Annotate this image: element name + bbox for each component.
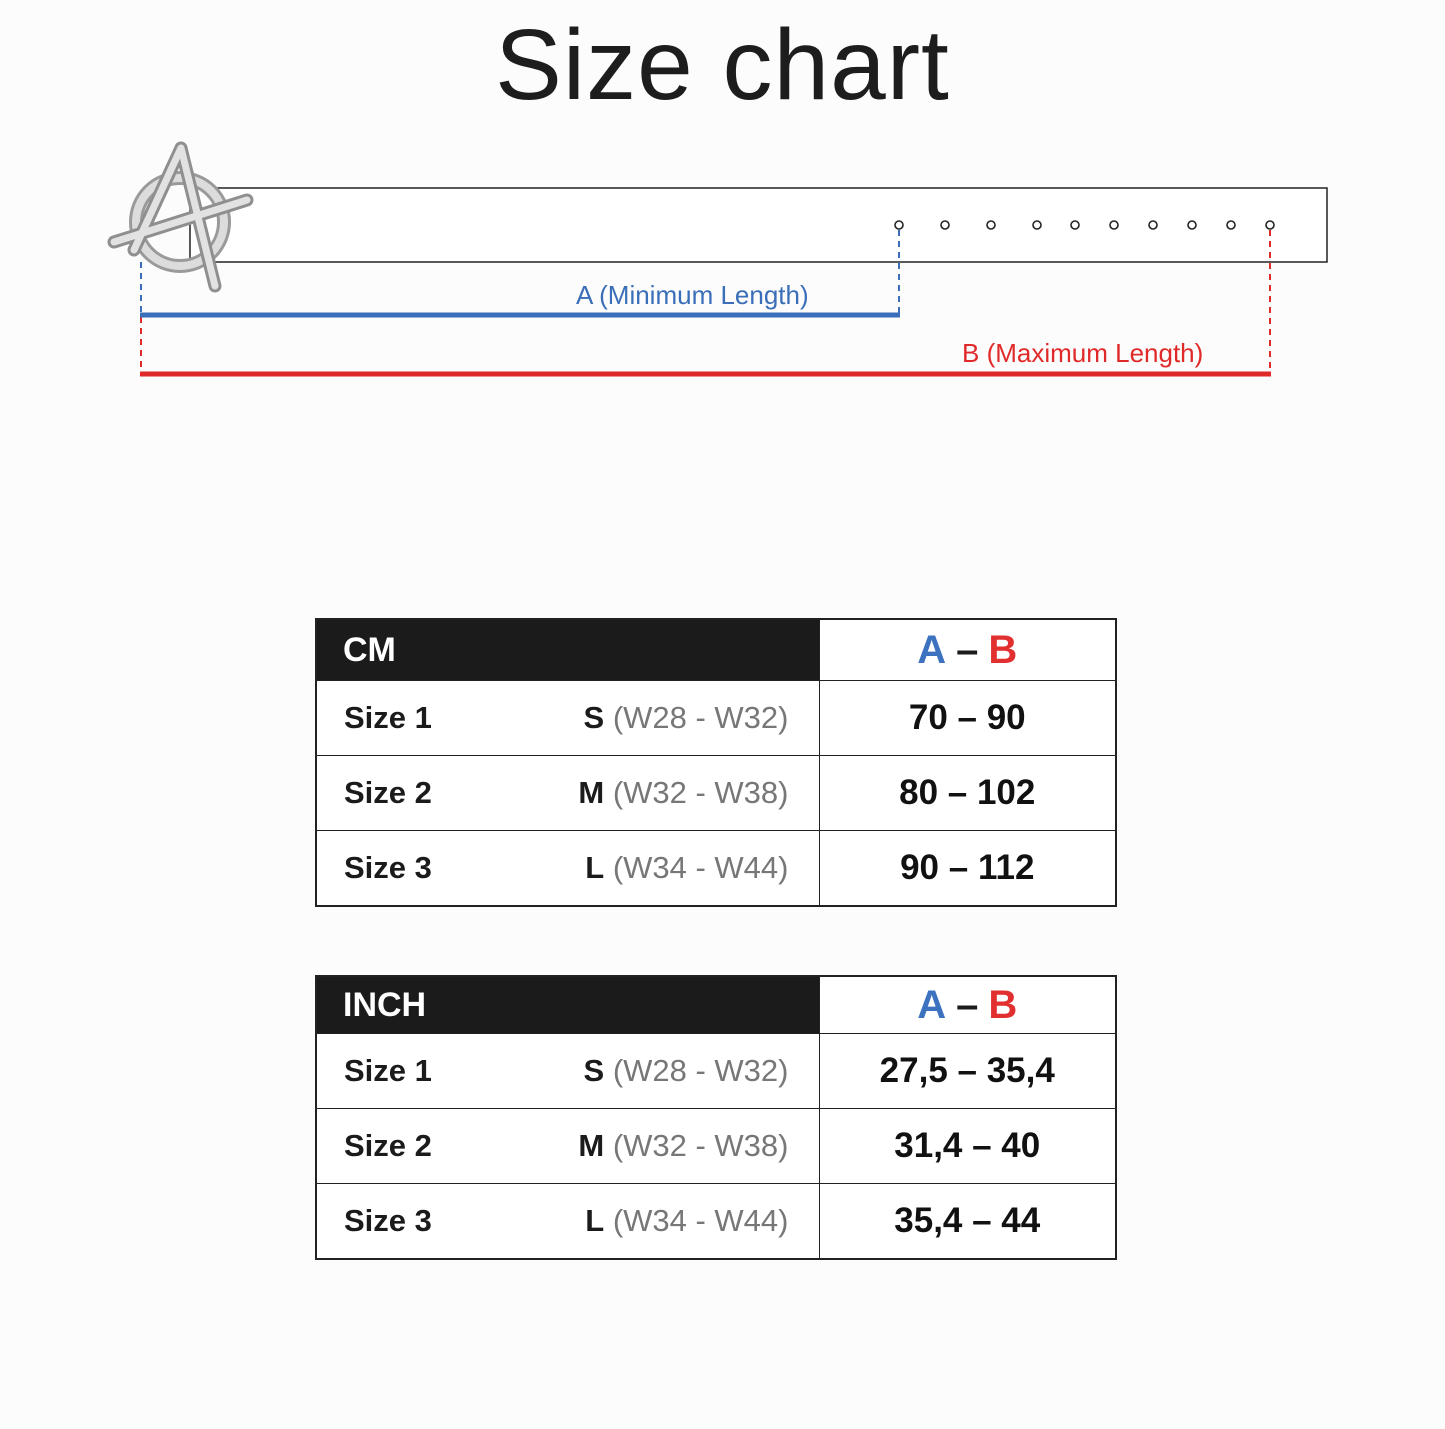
size-waist: (W34 - W44) bbox=[612, 850, 789, 885]
size-name: Size 2 bbox=[344, 1128, 432, 1163]
table-row bbox=[316, 1184, 1116, 1260]
length-range: 35,4 – 44 bbox=[819, 1184, 1116, 1260]
size-letter: M bbox=[578, 1128, 605, 1163]
anarchy-a-icon bbox=[114, 148, 247, 286]
belt-hole bbox=[987, 221, 995, 229]
unit-label: CM bbox=[316, 619, 819, 681]
size-fit bbox=[585, 1203, 788, 1239]
inch-size-table bbox=[315, 975, 1117, 1260]
size-letter: L bbox=[585, 850, 605, 885]
belt-diagram bbox=[0, 0, 1445, 420]
table-row bbox=[316, 831, 1116, 907]
size-cell bbox=[316, 1109, 819, 1184]
table-header bbox=[316, 976, 1116, 1034]
col-separator: – bbox=[956, 982, 979, 1027]
max-length-label: B (Maximum Length) bbox=[962, 338, 1204, 368]
col-a-label: A bbox=[917, 627, 947, 672]
size-letter: S bbox=[583, 700, 605, 735]
size-fit bbox=[584, 1053, 789, 1089]
size-cell bbox=[316, 1034, 819, 1109]
table-row bbox=[316, 756, 1116, 831]
range-header bbox=[819, 619, 1116, 681]
length-range: 31,4 – 40 bbox=[819, 1109, 1116, 1184]
size-fit bbox=[584, 700, 789, 736]
cm-size-table bbox=[315, 618, 1117, 907]
length-range: 27,5 – 35,4 bbox=[819, 1034, 1116, 1109]
size-waist: (W34 - W44) bbox=[612, 1203, 789, 1238]
table-row bbox=[316, 1109, 1116, 1184]
belt-hole bbox=[941, 221, 949, 229]
size-waist: (W32 - W38) bbox=[612, 775, 789, 810]
size-fit bbox=[578, 775, 788, 811]
size-cell bbox=[316, 681, 819, 756]
size-fit bbox=[578, 1128, 788, 1164]
belt-hole bbox=[1071, 221, 1079, 229]
size-name: Size 2 bbox=[344, 775, 432, 810]
length-range: 80 – 102 bbox=[819, 756, 1116, 831]
size-cell bbox=[316, 1184, 819, 1260]
col-b-label: B bbox=[988, 982, 1018, 1027]
size-letter: L bbox=[585, 1203, 605, 1238]
size-fit bbox=[585, 850, 788, 886]
col-a-label: A bbox=[917, 982, 947, 1027]
unit-label: INCH bbox=[316, 976, 819, 1034]
size-letter: S bbox=[583, 1053, 605, 1088]
belt-hole bbox=[1227, 221, 1235, 229]
length-range: 70 – 90 bbox=[819, 681, 1116, 756]
range-header bbox=[819, 976, 1116, 1034]
size-letter: M bbox=[578, 775, 605, 810]
belt-hole bbox=[1266, 221, 1274, 229]
size-cell bbox=[316, 831, 819, 907]
size-cell bbox=[316, 756, 819, 831]
belt-hole bbox=[1149, 221, 1157, 229]
table-row bbox=[316, 681, 1116, 756]
size-waist: (W28 - W32) bbox=[612, 700, 789, 735]
belt-hole bbox=[1110, 221, 1118, 229]
belt-hole bbox=[1033, 221, 1041, 229]
belt-hole bbox=[895, 221, 903, 229]
col-separator: – bbox=[956, 627, 979, 672]
size-waist: (W32 - W38) bbox=[612, 1128, 789, 1163]
col-b-label: B bbox=[988, 627, 1018, 672]
size-waist: (W28 - W32) bbox=[612, 1053, 789, 1088]
table-row bbox=[316, 1034, 1116, 1109]
belt-hole bbox=[1188, 221, 1196, 229]
size-name: Size 1 bbox=[344, 700, 432, 735]
page-title: Size chart bbox=[495, 9, 950, 121]
size-name: Size 3 bbox=[344, 1203, 432, 1238]
size-name: Size 1 bbox=[344, 1053, 432, 1088]
min-length-label: A (Minimum Length) bbox=[576, 280, 809, 310]
table-header bbox=[316, 619, 1116, 681]
size-name: Size 3 bbox=[344, 850, 432, 885]
length-range: 90 – 112 bbox=[819, 831, 1116, 907]
